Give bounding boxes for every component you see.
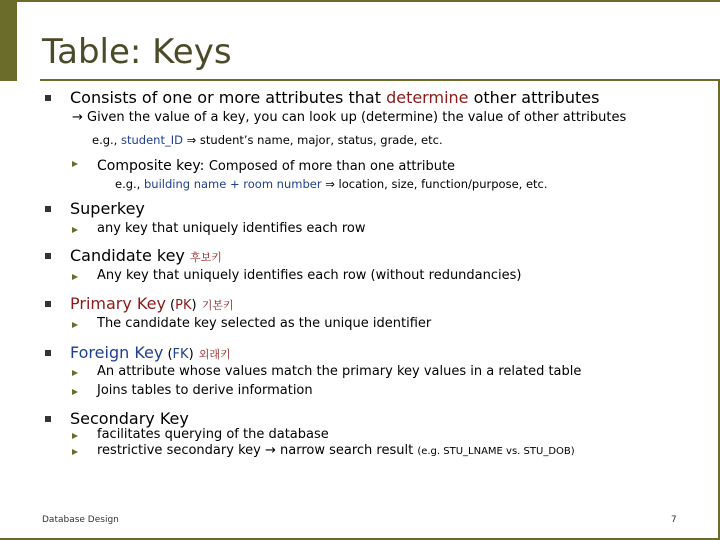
example-student: e.g., student_ID ⇒ student’s name, major, status, grade, etc. xyxy=(92,133,443,147)
bullet-triangle-icon xyxy=(72,433,78,439)
candidate-key-line: Candidate key 후보키 xyxy=(70,246,222,265)
frame-left-bar xyxy=(0,0,17,81)
candidate-key-description: Any key that uniquely identifies each row (without redundancies) xyxy=(97,268,522,283)
title-rule xyxy=(40,79,720,81)
secondary-key-description-1: facilitates querying of the database xyxy=(97,427,329,442)
bullet-square-icon xyxy=(45,253,51,259)
bullet-triangle-icon xyxy=(72,322,78,328)
implies-arrow-icon: ⇒ xyxy=(182,133,200,147)
secondary-key-description-2: restrictive secondary key → narrow search result (e.g. STU_LNAME vs. STU_DOB) xyxy=(97,443,575,458)
foreign-key-abbr: FK xyxy=(172,347,189,362)
implies-arrow-icon: ⇒ xyxy=(321,177,339,191)
primary-key-korean: 기본키 xyxy=(201,299,234,312)
primary-key-description: The candidate key selected as the unique identifier xyxy=(97,316,432,331)
composite-key-line: Composite key: Composed of more than one attribute xyxy=(97,158,456,174)
secondary-key-example: (e.g. STU_LNAME vs. STU_DOB) xyxy=(417,446,575,457)
bullet-triangle-icon xyxy=(72,274,78,280)
secondary-key-label: Secondary Key xyxy=(70,409,189,428)
foreign-key-description-1: An attribute whose values match the primary key values in a related table xyxy=(97,364,582,379)
frame-top-bar xyxy=(17,0,720,2)
bullet-square-icon xyxy=(45,350,51,356)
bullet-triangle-icon xyxy=(72,389,78,395)
foreign-key-korean: 외래키 xyxy=(198,348,231,361)
building-room-highlight: building name + room number xyxy=(144,177,322,191)
footer-course-title: Database Design xyxy=(42,515,119,525)
bullet-triangle-icon xyxy=(72,227,78,233)
bullet-triangle-icon xyxy=(72,370,78,376)
page-number: 7 xyxy=(671,515,677,525)
given-line: → Given the value of a key, you can look up (determine) the value of other attributes xyxy=(72,110,627,125)
keys-definition: Consists of one or more attributes that determine other attributes xyxy=(70,88,600,107)
bullet-triangle-icon xyxy=(72,449,78,455)
bullet-square-icon xyxy=(45,301,51,307)
primary-key-abbr: PK xyxy=(175,298,192,313)
right-arrow-icon: → xyxy=(72,110,83,125)
primary-key-line: Primary Key (PK) 기본키 xyxy=(70,294,234,313)
slide-title: Table: Keys xyxy=(42,32,232,72)
right-arrow-icon: → xyxy=(264,443,276,458)
superkey-description: any key that uniquely identifies each row xyxy=(97,221,366,236)
bullet-square-icon xyxy=(45,206,51,212)
candidate-key-korean: 후보키 xyxy=(189,251,222,264)
bullet-square-icon xyxy=(45,416,51,422)
student-id-highlight: student_ID xyxy=(121,133,183,147)
determine-highlight: determine xyxy=(386,88,469,107)
foreign-key-line: Foreign Key (FK) 외래키 xyxy=(70,343,231,362)
foreign-key-description-2: Joins tables to derive information xyxy=(97,383,313,398)
example-building: e.g., building name + room number ⇒ location, size, function/purpose, etc. xyxy=(115,177,548,191)
bullet-square-icon xyxy=(45,95,51,101)
superkey-label: Superkey xyxy=(70,199,145,218)
bullet-triangle-icon xyxy=(72,161,78,167)
